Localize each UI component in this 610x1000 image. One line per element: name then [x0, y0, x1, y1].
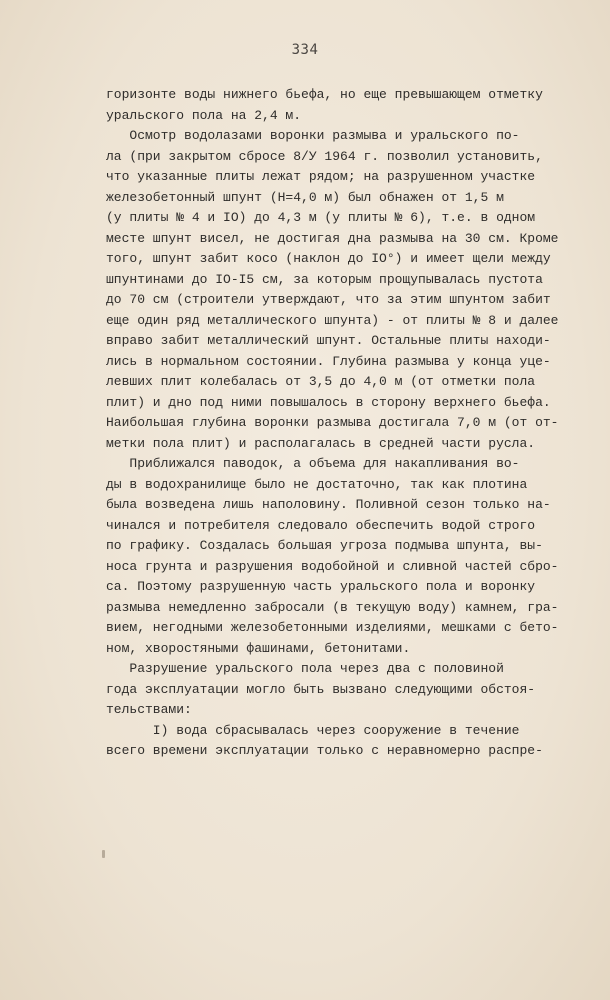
text-line: месте шпунт висел, не достигая дна размыва на 30 см. Кроме [106, 230, 559, 246]
page-number: 334 [291, 42, 319, 58]
text-line: Осмотр водолазами воронки размыва и уральского по- [106, 128, 520, 143]
text-line: носа грунта и разрушения водобойной и сливной частей сбро- [106, 558, 559, 574]
text-line: ды в водохранилище было не достаточно, так как плотина [106, 476, 528, 492]
text-line: Разрушение уральского пола через два с половиной [106, 661, 504, 676]
text-line: вием, негодными железобетонными изделиями, мешками с бето- [106, 620, 559, 635]
text-line: тельствами: [106, 702, 192, 717]
body-text [106, 85, 561, 762]
text-line: размыва немедленно забросали (в текущую воду) камнем, гра- [106, 599, 559, 615]
text-line: ла (при закрытом сбросе 8/У 1964 г. позволил установить, [106, 148, 543, 164]
text-line: года эксплуатации могло быть вызвано следующими обстоя- [106, 681, 536, 697]
text-line: что указанные плиты лежат рядом; на разрушенном участке [106, 169, 536, 184]
text-line: метки пола плит) и располагалась в средней части русла. [106, 435, 536, 451]
text-line: шпунтинами до IO-I5 см, за которым прощупывалась пустота [106, 271, 543, 287]
text-line: горизонте воды нижнего бьефа, но еще превышающем отметку [106, 87, 543, 102]
text-line: того, шпунт забит косо (наклон до IO°) и имеет щели между [106, 251, 551, 266]
text-line: всего времени эксплуатации только с неравномерно распре- [106, 743, 543, 758]
text-line: до 70 см (строители утверждают, что за этим шпунтом забит [106, 292, 551, 307]
text-line: еще один ряд металлического шпунта) - от плиты № 8 и далее [106, 312, 559, 328]
text-line: ном, хворостяными фашинами, бетонитами. [106, 640, 411, 656]
text-line: (у плиты № 4 и IO) до 4,3 м (у плиты № 6), т.е. в одном [106, 210, 536, 225]
text-line: вправо забит металлический шпунт. Остальные плиты находи- [106, 333, 551, 348]
text-line: I) вода сбрасывалась через сооружение в течение [106, 722, 520, 738]
text-line: левших плит колебалась от 3,5 до 4,0 м (от отметки пола [106, 374, 536, 389]
text-line: плит) и дно под ними повышалось в сторону верхнего бьефа. [106, 394, 551, 410]
margin-mark [102, 850, 105, 858]
text-line: уральского пола на 2,4 м. [106, 107, 302, 123]
text-line: чинался и потребителя следовало обеспечить водой строго [106, 517, 536, 533]
text-line: Наибольшая глубина воронки размыва достигала 7,0 м (от от- [106, 415, 559, 430]
text-line: железобетонный шпунт (Н=4,0 м) был обнажен от 1,5 м [106, 189, 504, 205]
text-line: по графику. Создалась большая угроза подмыва шпунта, вы- [106, 538, 543, 553]
text-line: са. Поэтому разрушенную часть уральского пола и воронку [106, 579, 536, 594]
text-line: лись в нормальном состоянии. Глубина размыва у конца уце- [106, 353, 551, 369]
text-line: Приближался паводок, а объема для накапливания во- [106, 456, 520, 471]
text-line: была возведена лишь наполовину. Поливной сезон только на- [106, 497, 551, 512]
